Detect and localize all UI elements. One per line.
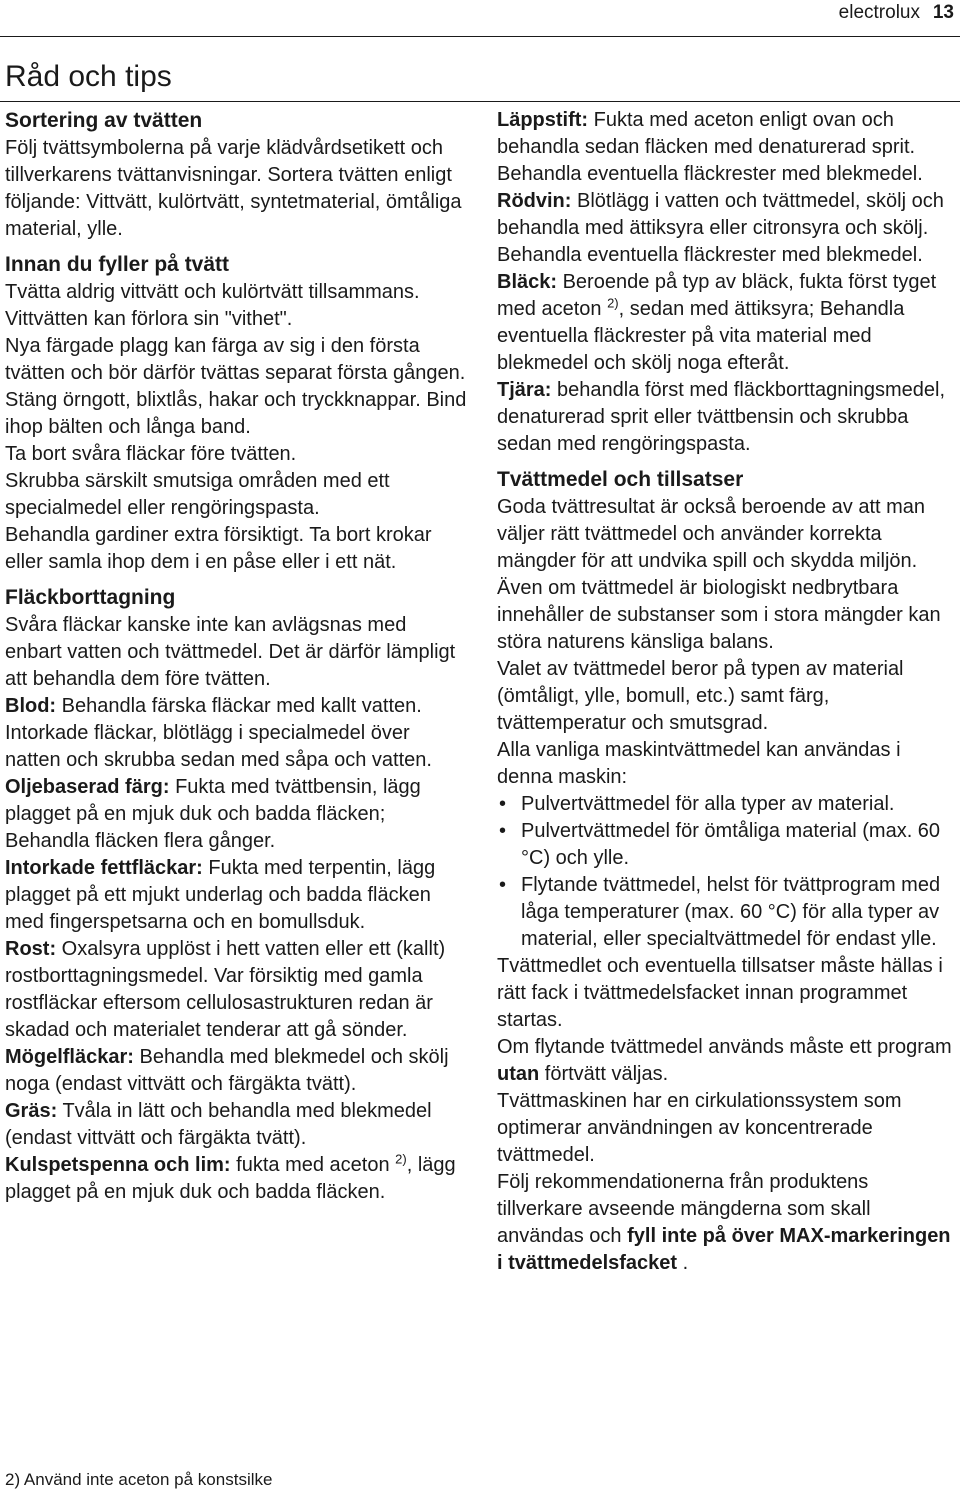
stain-label: Bläck:: [497, 271, 558, 293]
innan-p1: Tvätta aldrig vittvätt och kulörtvätt tillsammans. Vittvätten kan förlora sin "vithet".: [5, 281, 420, 330]
section-rule: [0, 101, 960, 102]
stain-text: , sedan med ättiksyra; Behandla eventuella fläckrester på vita material med blekmedel och skölj noga efteråt.: [497, 298, 905, 374]
stain-text: Oxalsyra upplöst i hett vatten eller ett (kallt) rostborttagningsmedel. Var försiktig med gamla rostfläckar eftersom cellulosastrukturen redan är skadad och materialet tenderar att gå sönder.: [5, 938, 446, 1041]
text-span: Följ rekommendationerna från produktens tillverkare avseende mängderna som skall användas och: [497, 1171, 871, 1247]
list-item: • Pulvertvättmedel för alla typer av material.: [497, 791, 959, 818]
stain-text: Behandla med blekmedel och skölj noga (endast vittvätt och färgäkta tvätt).: [5, 1046, 449, 1095]
tvatt-p8: [497, 1169, 959, 1277]
stain-text: Blötlägg i vatten och tvättmedel, skölj och behandla med ättiksyra eller citronsyra och skölj. Behandla eventuella fläckrester med blekmedel.: [497, 190, 944, 266]
detergent-list: [497, 791, 959, 953]
innan-p4: Ta bort svåra fläckar före tvätten.: [5, 443, 297, 465]
heading-sortering: Sortering av tvätten: [5, 109, 203, 132]
innan-p2: Nya färgade plagg kan färga av sig i den första tvätten och bör därför tvättas separat första gången.: [5, 335, 466, 384]
stain-rost: [5, 936, 467, 1044]
emphasis: fyll inte på över MAX-markeringen i tvättmedelsfacket: [497, 1225, 951, 1274]
stain-label: Tjära:: [497, 379, 552, 401]
tvatt-p7: Tvättmaskinen har en cirkulationssystem som optimerar användningen av koncentrerade tvättmedel.: [497, 1090, 902, 1166]
list-item: • Pulvertvättmedel för ömtåliga material (max. 60 °C) och ylle.: [497, 818, 959, 872]
footnote-ref: 2): [607, 295, 619, 311]
stain-text: fukta med aceton: [230, 1154, 396, 1176]
stain-text: Fukta med terpentin, lägg plagget på ett mjukt underlag och badda fläcken med fingerspetsarna och en bomullsduk.: [5, 857, 436, 933]
heading-innan: Innan du fyller på tvätt: [5, 253, 230, 276]
stain-lappstift: [497, 107, 959, 188]
stain-gras: [5, 1098, 467, 1152]
text-span: förtvätt väljas.: [539, 1063, 669, 1085]
stain-text: Fukta med aceton enligt ovan och behandla sedan fläcken med denaturerad sprit. Behandla eventuella fläckrester med blekmedel.: [497, 109, 923, 185]
page-header: [0, 0, 960, 40]
stain-label: Läppstift:: [497, 109, 589, 131]
section-title: Råd och tips: [5, 60, 172, 93]
stain-black: [497, 269, 959, 377]
emphasis: utan: [497, 1063, 540, 1085]
tvatt-p6: [497, 1034, 959, 1088]
heading-flackborttagning: Fläckborttagning: [5, 586, 176, 609]
text-span: Om flytande tvättmedel används måste ett program: [497, 1036, 952, 1058]
page-number: 13: [932, 2, 954, 23]
stain-text: Tvåla in lätt och behandla med blekmedel (endast vittvätt och färgäkta tvätt).: [5, 1100, 432, 1149]
tvatt-p3: Valet av tvättmedel beror på typen av material (ömtåligt, ylle, bomull, etc.) samt färg, tvättemperatur och smutsgrad.: [497, 658, 904, 734]
flack-intro: Svåra fläckar kanske inte kan avlägsnas med enbart vatten och tvättmedel. Det är därför lämpligt att behandla dem före tvätten.: [5, 614, 456, 690]
stain-olja: [5, 774, 467, 855]
innan-p5: Skrubba särskilt smutsiga områden med ett specialmedel eller rengöringspasta.: [5, 470, 390, 519]
stain-label: Oljebaserad färg:: [5, 776, 170, 798]
footnote: 2) Använd inte aceton på konstsilke: [5, 1470, 273, 1489]
tvatt-p5: Tvättmedlet och eventuella tillsatser måste hällas i rätt fack i tvättmedelsfacket innan programmet startas.: [497, 955, 943, 1031]
stain-blod: [5, 693, 467, 774]
stain-text: Beroende på typ av bläck, fukta först tyget med aceton: [497, 271, 937, 320]
innan-p3: Stäng örngott, blixtlås, hakar och tryckknappar. Bind ihop bälten och långa band.: [5, 389, 467, 438]
stain-text: , lägg plagget på en mjuk duk och badda fläcken.: [5, 1154, 456, 1203]
brand-name: electrolux: [838, 2, 920, 23]
stain-kulspetspenna: [5, 1152, 467, 1206]
stain-tjara: [497, 377, 959, 458]
tvatt-p1: Goda tvättresultat är också beroende av att man väljer rätt tvättmedel och använder korrekta mängder för att undvika spill och skydda miljön.: [497, 496, 926, 572]
stain-rodvin: [497, 188, 959, 269]
tvatt-p2: Även om tvättmedel är biologiskt nedbrytbara innehåller de substanser som i stora mängder kan störa naturens känsliga balans.: [497, 577, 941, 653]
left-column: [5, 107, 467, 1206]
heading-tvattmedel: Tvättmedel och tillsatser: [497, 468, 744, 491]
stain-text: Behandla färska fläckar med kallt vatten. Intorkade fläckar, blötlägg i specialmedel över natten och skrubba sedan med såpa och vatten.: [5, 695, 432, 771]
right-column: [497, 107, 959, 1277]
list-item: • Flytande tvättmedel, helst för tvättprogram med låga temperaturer (max. 60 °C) för alla typer av material, eller specialtvättmedel för endast ylle.: [497, 872, 959, 953]
innan-p6: Behandla gardiner extra försiktigt. Ta bort krokar eller samla ihop dem i en påse eller i ett nät.: [5, 524, 432, 573]
stain-label: Rödvin:: [497, 190, 572, 212]
stain-label: Intorkade fettfläckar:: [5, 857, 203, 879]
stain-text: Fukta med tvättbensin, lägg plagget på en mjuk duk och badda fläcken; Behandla fläcken flera gånger.: [5, 776, 421, 852]
tvatt-p4: Alla vanliga maskintvättmedel kan användas i denna maskin:: [497, 739, 901, 788]
stain-text: behandla först med fläckborttagningsmedel, denaturerad sprit eller tvättbensin och skrubba sedan med rengöringspasta.: [497, 379, 946, 455]
stain-label: Kulspetspenna och lim:: [5, 1154, 231, 1176]
sortering-text: Följ tvättsymbolerna på varje klädvårdsetikett och tillverkarens tvättanvisningar. Sortera tvätten enligt följande: Vittvätt, kulörtvätt, syntetmaterial, ömtåliga material, ylle.: [5, 137, 462, 240]
stain-label: Mögelfläckar:: [5, 1046, 134, 1068]
footnote-ref: 2): [395, 1151, 407, 1167]
header-rule: [0, 36, 960, 37]
stain-fett: [5, 855, 467, 936]
stain-label: Gräs:: [5, 1100, 58, 1122]
stain-label: Rost:: [5, 938, 57, 960]
stain-label: Blod:: [5, 695, 57, 717]
stain-mogel: [5, 1044, 467, 1098]
text-span: .: [677, 1252, 689, 1274]
